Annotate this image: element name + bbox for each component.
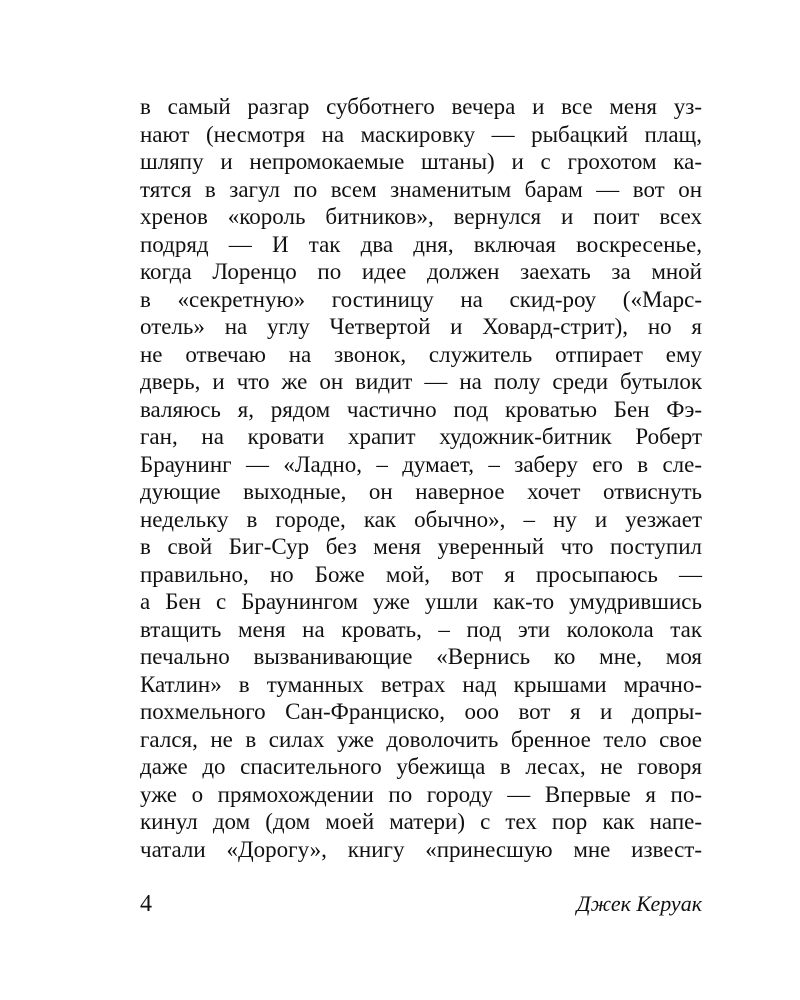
text-line: в самый разгар субботнего вечера и все меня уз- — [140, 94, 702, 119]
text-line: дующие выходные, он наверное хочет отвиснуть — [140, 479, 702, 504]
text-line: похмельного Сан-Франциско, ооо вот я и допры- — [140, 699, 702, 724]
text-line: в «секретную» гостиницу на скид-роу («Марс- — [140, 286, 702, 312]
text-line: гался, не в силах уже доволочить бренное тело свое — [140, 726, 702, 752]
text-line: тятся в загул по всем знаменитым барам — вот он — [140, 176, 702, 202]
text-line: правильно, но Боже мой, вот я просыпаюсь — — [140, 561, 702, 587]
page-footer — [140, 889, 702, 919]
text-line: кинул дом (дом моей матери) с тех пор как напе- — [140, 809, 702, 834]
running-head-author: Джек Керуак — [576, 891, 702, 916]
text-line: Браунинг — «Ладно, – думает, – заберу его в сле- — [140, 451, 702, 477]
text-line: отель» на углу Четвертой и Ховард-стрит), но я — [140, 314, 702, 339]
text-line: дверь, и что же он видит — на полу среди бутылок — [140, 369, 702, 394]
text-line: валяюсь я, рядом частично под кроватью Бен Фэ- — [140, 396, 702, 422]
text-line: даже до спасительного убежища в лесах, не говоря — [140, 754, 702, 779]
text-line: печально вызванивающие «Вернись ко мне, моя — [140, 644, 702, 669]
text-line: недельку в городе, как обычно», – ну и уезжает — [140, 506, 702, 532]
text-line: не отвечаю на звонок, служитель отпирает ему — [140, 341, 702, 367]
text-line: подряд — И так два дня, включая воскресенье, — [140, 231, 702, 257]
text-line: хренов «король битников», вернулся и поит всех — [140, 204, 702, 229]
text-line: шляпу и непромокаемые штаны) и с грохотом ка- — [140, 149, 702, 174]
text-line: нают (несмотря на маскировку — рыбацкий плащ, — [140, 121, 702, 147]
text-line: ган, на кровати храпит художник-битник Роберт — [140, 424, 702, 449]
text-line: уже о прямохождении по городу — Впервые я по- — [140, 781, 702, 807]
text-line: Катлин» в туманных ветрах над крышами мрачно- — [140, 671, 702, 697]
text-line: а Бен с Браунингом уже ушли как-то умудрившись — [140, 589, 702, 614]
page-number: 4 — [140, 891, 152, 917]
body-text — [140, 93, 702, 863]
text-line: втащить меня на кровать, – под эти колокола так — [140, 616, 702, 642]
text-line: в свой Биг-Сур без меня уверенный что поступил — [140, 534, 702, 559]
text-line: чатали «Дорогу», книгу «принесшую мне извест- — [140, 836, 702, 862]
text-line: когда Лоренцо по идее должен заехать за мной — [140, 259, 702, 284]
